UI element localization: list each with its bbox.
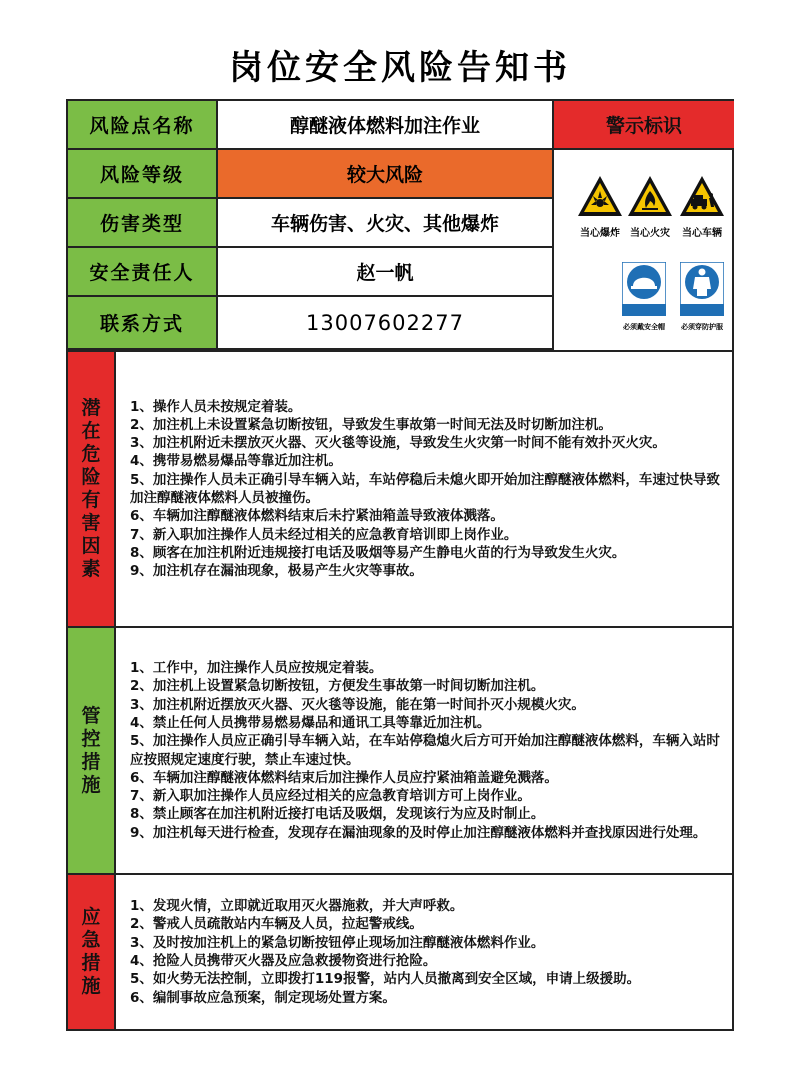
- list-item: 5、如火势无法控制，立即拨打119报警，站内人员撤离到安全区域，申请上级援助。: [130, 971, 641, 988]
- helmet-sign: [616, 262, 672, 332]
- list-item: 4、抢险人员携带灭火器及应急救援物资进行抢险。: [130, 953, 437, 969]
- list-item: 4、携带易燃易爆品等靠近加注机。: [130, 453, 342, 470]
- controls-section: [68, 626, 732, 873]
- list-item: 9、加注机每天进行检查，发现存在漏油现象的及时停止加注醇醚液体燃料并查找原因进行处理。: [130, 824, 707, 841]
- safety-person-label: 安全责任人: [68, 248, 218, 297]
- list-item: 7、新入职加注操作人员未经过相关的应急教育培训即上岗作业。: [130, 526, 518, 543]
- controls-body: [130, 628, 726, 873]
- suit-sign-caption: 必须穿防护服: [681, 323, 723, 331]
- fire-sign: [620, 174, 680, 239]
- risk-point-label: 风险点名称: [68, 101, 218, 150]
- list-item: 6、车辆加注醇醚液体燃料结束后加注操作人员应拧紧油箱盖避免溅落。: [130, 769, 558, 786]
- list-item: 1、工作中，加注操作人员应按规定着装。: [130, 660, 383, 677]
- hazards-body: [130, 352, 726, 626]
- risk-point-value: 醇醚液体燃料加注作业: [218, 101, 554, 150]
- explosion-sign-caption: 当心爆炸: [580, 228, 620, 239]
- list-item: 3、加注机附近未摆放灭火器、灭火毯等设施，导致发生火灾第一时间不能有效扑灭火灾。: [130, 435, 666, 452]
- emergency-body: [130, 875, 726, 1029]
- risk-notice-board: [66, 99, 734, 1031]
- list-item: 8、顾客在加注机附近违规接打电话及吸烟等易产生静电火苗的行为导致发生火灾。: [130, 544, 626, 561]
- fire-warning-icon: [626, 174, 674, 218]
- safety-person-value: 赵一帆: [218, 248, 554, 297]
- list-item: 1、操作人员未按规定着装。: [130, 398, 302, 415]
- hazards-section: [68, 350, 732, 626]
- list-item: 1、发现火情，立即就近取用灭火器施救，并大声呼救。: [130, 898, 464, 915]
- list-item: 3、及时按加注机上的紧急切断按钮停止现场加注醇醚液体燃料作业。: [130, 934, 545, 951]
- list-item: 9、加注机存在漏油现象，极易产生火灾等事故。: [130, 563, 423, 580]
- emergency-label: 应急措施: [68, 875, 116, 1029]
- emergency-section: [68, 873, 732, 1029]
- contact-value: 13007602277: [218, 297, 554, 350]
- risk-level-label: 风险等级: [68, 150, 218, 199]
- list-item: 7、新入职加注操作人员应经过相关的应急教育培训方可上岗作业。: [130, 788, 531, 805]
- contact-label: 联系方式: [68, 297, 218, 350]
- list-item: 6、车辆加注醇醚液体燃料结束后未拧紧油箱盖导致液体溅落。: [130, 508, 504, 525]
- controls-list: [130, 659, 726, 842]
- fire-sign-caption: 当心火灾: [630, 228, 670, 239]
- protective-suit-mandatory-icon: [680, 262, 724, 316]
- emergency-list: [130, 897, 726, 1007]
- helmet-sign-caption: 必须戴安全帽: [623, 323, 665, 331]
- vehicle-warning-icon: [678, 174, 726, 218]
- list-item: 2、警戒人员疏散站内车辆及人员，拉起警戒线。: [130, 916, 423, 933]
- list-item: 5、加注操作人员未正确引导车辆入站，车站停稳后未熄火即开始加注醇醚液体燃料，车速过快导致加注醇醚液体燃料人员被撞伤。: [130, 471, 720, 506]
- list-item: 8、禁止顾客在加注机附近接打电话及吸烟，发现该行为应及时制止。: [130, 806, 545, 823]
- controls-label: 管控措施: [68, 628, 116, 873]
- list-item: 2、加注机上设置紧急切断按钮，方便发生事故第一时间切断加注机。: [130, 678, 545, 695]
- risk-level-value: 较大风险: [218, 150, 554, 199]
- vehicle-sign: [672, 174, 732, 239]
- vehicle-sign-caption: 当心车辆: [682, 228, 722, 239]
- hazards-list: [130, 398, 726, 581]
- explosion-warning-icon: [576, 174, 624, 218]
- list-item: 4、禁止任何人员携带易燃易爆品和通讯工具等靠近加注机。: [130, 714, 491, 731]
- helmet-mandatory-icon: [622, 262, 666, 316]
- warning-signs-header: 警示标识: [554, 101, 734, 150]
- list-item: 6、编制事故应急预案，制定现场处置方案。: [130, 989, 396, 1006]
- hazards-label: 潜在危险有害因素: [68, 352, 116, 626]
- list-item: 2、加注机上未设置紧急切断按钮，导致发生事故第一时间无法及时切断加注机。: [130, 416, 612, 433]
- injury-type-value: 车辆伤害、火灾、其他爆炸: [218, 199, 554, 248]
- warning-signs-panel: [554, 150, 734, 350]
- suit-sign: [674, 262, 730, 332]
- page-title: 岗位安全风险告知书: [229, 48, 571, 88]
- injury-type-label: 伤害类型: [68, 199, 218, 248]
- list-item: 5、加注操作人员应正确引导车辆入站，在车站停稳熄火后方可开始加注醇醚液体燃料，车辆入站时应按照规定速度行驶，禁止车速过快。: [130, 733, 720, 768]
- list-item: 3、加注机附近摆放灭火器、灭火毯等设施，能在第一时间扑灭小规模火灾。: [130, 696, 585, 713]
